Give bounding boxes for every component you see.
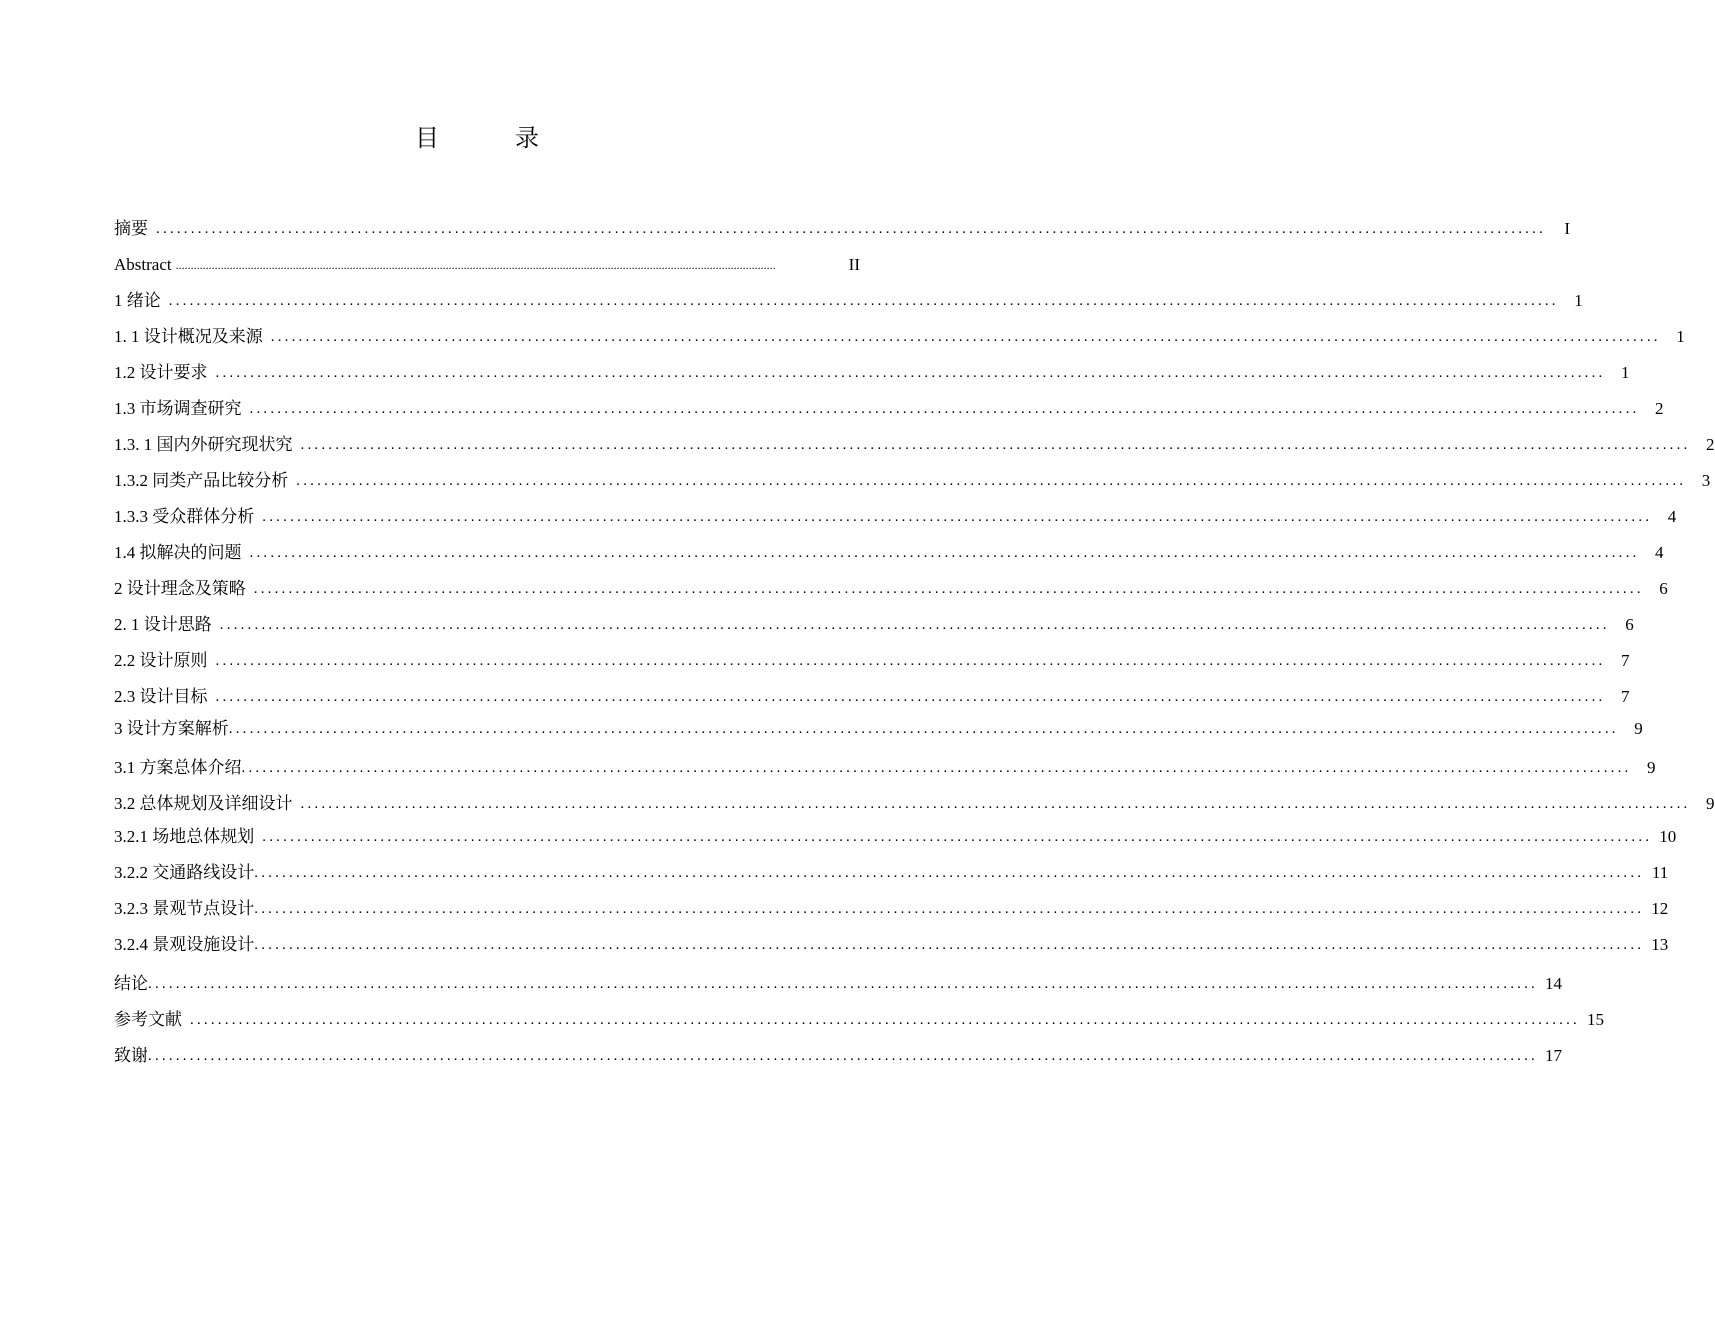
toc-entry-page: 9: [1647, 758, 1656, 777]
toc-leader-dots: ........................................................................................................................................................................................................: [249, 545, 1640, 561]
toc-entry-label: 3.2.3 景观节点设计: [114, 899, 255, 918]
toc-entry[interactable]: [114, 750, 1656, 786]
toc-entry-page: 11: [1651, 863, 1669, 882]
toc-entry-label: 2 设计理念及策略: [114, 579, 246, 598]
toc-entry-label: 1 绪论: [114, 291, 161, 310]
toc-entry-page: 7: [1621, 687, 1630, 706]
toc-entry-label: Abstract: [114, 255, 172, 274]
toc-entry-page: 3: [1701, 471, 1711, 490]
toc-leader-dots: ........................................................................................................................................................................................................: [249, 401, 1640, 417]
toc-entry[interactable]: [114, 211, 1570, 247]
toc-title: 目 录: [415, 124, 565, 152]
toc-entry[interactable]: [114, 819, 1677, 855]
toc-entry-page: 2: [1706, 435, 1715, 454]
toc-entry-page: 6: [1659, 579, 1668, 598]
toc-leader-dots: ........................................................................................................................................................................................................: [168, 293, 1559, 309]
toc-leader-dots: ........................................................................................................................................................................................................: [270, 329, 1661, 345]
toc-entry-label: 1.3.2 同类产品比较分析: [114, 471, 289, 490]
toc-entry-page: 17: [1545, 1046, 1562, 1065]
toc-leader-dots: ........................................................................................................................................................................................................: [215, 365, 1606, 381]
toc-entry-page: I: [1564, 219, 1570, 238]
toc-entry[interactable]: [114, 427, 1715, 463]
toc-entry-page: 7: [1621, 651, 1630, 670]
toc-entry[interactable]: [114, 247, 860, 283]
toc-entry[interactable]: [114, 535, 1664, 571]
toc-leader-dots: ........................................................................................................................................................................................................: [175, 258, 776, 272]
toc-entry[interactable]: [114, 1002, 1604, 1038]
toc-entry-page: 4: [1667, 507, 1677, 526]
toc-entry[interactable]: [114, 891, 1669, 927]
toc-entry-page: II: [848, 255, 860, 274]
toc-leader-dots: ........................................................................................................................................................................................................: [148, 1048, 1538, 1064]
toc-entry-page: 1: [1621, 363, 1630, 382]
toc-entry-page: 9: [1706, 794, 1715, 813]
toc-leader-dots: ........................................................................................................................................................................................................: [219, 617, 1610, 633]
toc-entry-label: 3.2.2 交通路线设计: [114, 863, 255, 882]
toc-entry-label: 2.2 设计原则: [114, 651, 208, 670]
toc-leader-dots: ........................................................................................................................................................................................................: [296, 473, 1687, 489]
toc-entry[interactable]: [114, 966, 1562, 1002]
toc-entry[interactable]: [114, 391, 1664, 427]
toc-leader-dots: ........................................................................................................................................................................................................: [253, 581, 1644, 597]
toc-entry-label: 3.2.4 景观设施设计: [114, 935, 255, 954]
toc-entry-label: 1.3.3 受众群体分析: [114, 507, 255, 526]
toc-entry-label: 3 设计方案解析: [114, 719, 229, 738]
toc-entry[interactable]: [114, 711, 1643, 747]
toc-entry-page: 10: [1659, 827, 1677, 846]
toc-leader-dots: ........................................................................................................................................................................................................: [241, 760, 1632, 776]
toc-leader-dots: ........................................................................................................................................................................................................: [148, 976, 1538, 992]
toc-entry-label: 2.3 设计目标: [114, 687, 208, 706]
toc-entry-label: 1.4 拟解决的问题: [114, 543, 242, 562]
toc-entry-page: 6: [1625, 615, 1634, 634]
toc-leader-dots: ........................................................................................................................................................................................................: [215, 689, 1606, 705]
toc-entry[interactable]: [114, 855, 1669, 891]
toc-entry[interactable]: [114, 571, 1668, 607]
toc-entry[interactable]: [114, 283, 1583, 319]
toc-entry-page: 13: [1651, 935, 1669, 954]
toc-entry-label: 参考文献: [114, 1010, 182, 1029]
toc-entry[interactable]: [114, 786, 1715, 822]
toc-leader-dots: ........................................................................................................................................................................................................: [228, 721, 1619, 737]
toc-leader-dots: ........................................................................................................................................................................................................: [254, 937, 1645, 953]
toc-entry[interactable]: [114, 499, 1677, 535]
toc-entry-page: 14: [1545, 974, 1562, 993]
toc-leader-dots: ........................................................................................................................................................................................................: [262, 509, 1653, 525]
toc-entry-label: 致谢: [114, 1046, 148, 1065]
toc-entry-page: 1: [1574, 291, 1583, 310]
toc-entry-page: 2: [1655, 399, 1664, 418]
toc-entry[interactable]: [114, 679, 1630, 715]
toc-entry-label: 摘要: [114, 219, 148, 238]
toc-entry[interactable]: [114, 927, 1669, 963]
toc-entry[interactable]: [114, 319, 1685, 355]
toc-entry-label: 1.3. 1 国内外研究现状究: [114, 435, 293, 454]
toc-entry-page: 15: [1587, 1010, 1604, 1029]
toc-entry[interactable]: [114, 1038, 1562, 1074]
toc-entry-label: 1.3 市场调查研究: [114, 399, 242, 418]
toc-leader-dots: ........................................................................................................................................................................................................: [156, 221, 1546, 237]
toc-leader-dots: ........................................................................................................................................................................................................: [215, 653, 1606, 669]
toc-entry-label: 3.1 方案总体介绍: [114, 758, 242, 777]
toc-entry-label: 3.2 总体规划及详细设计: [114, 794, 293, 813]
toc-entry-page: 4: [1655, 543, 1664, 562]
toc-entry-page: 1: [1676, 327, 1685, 346]
toc-entry[interactable]: [114, 463, 1711, 499]
toc-leader-dots: ........................................................................................................................................................................................................: [254, 865, 1645, 881]
toc-leader-dots: ........................................................................................................................................................................................................: [190, 1012, 1580, 1028]
toc-leader-dots: ........................................................................................................................................................................................................: [300, 437, 1691, 453]
toc-entry[interactable]: [114, 607, 1634, 643]
toc-entry-label: 2. 1 设计思路: [114, 615, 212, 634]
toc-entry-label: 结论: [114, 974, 148, 993]
toc-entry-label: 1.2 设计要求: [114, 363, 208, 382]
toc-leader-dots: ........................................................................................................................................................................................................: [300, 796, 1691, 812]
toc-entry[interactable]: [114, 643, 1630, 679]
toc-leader-dots: ........................................................................................................................................................................................................: [262, 829, 1653, 845]
toc-entry-page: 9: [1634, 719, 1643, 738]
toc-leader-dots: ........................................................................................................................................................................................................: [254, 901, 1645, 917]
toc-entry-page: 12: [1651, 899, 1669, 918]
toc-entry[interactable]: [114, 355, 1630, 391]
toc-entry-label: 3.2.1 场地总体规划: [114, 827, 255, 846]
toc-entry-label: 1. 1 设计概况及来源: [114, 327, 263, 346]
